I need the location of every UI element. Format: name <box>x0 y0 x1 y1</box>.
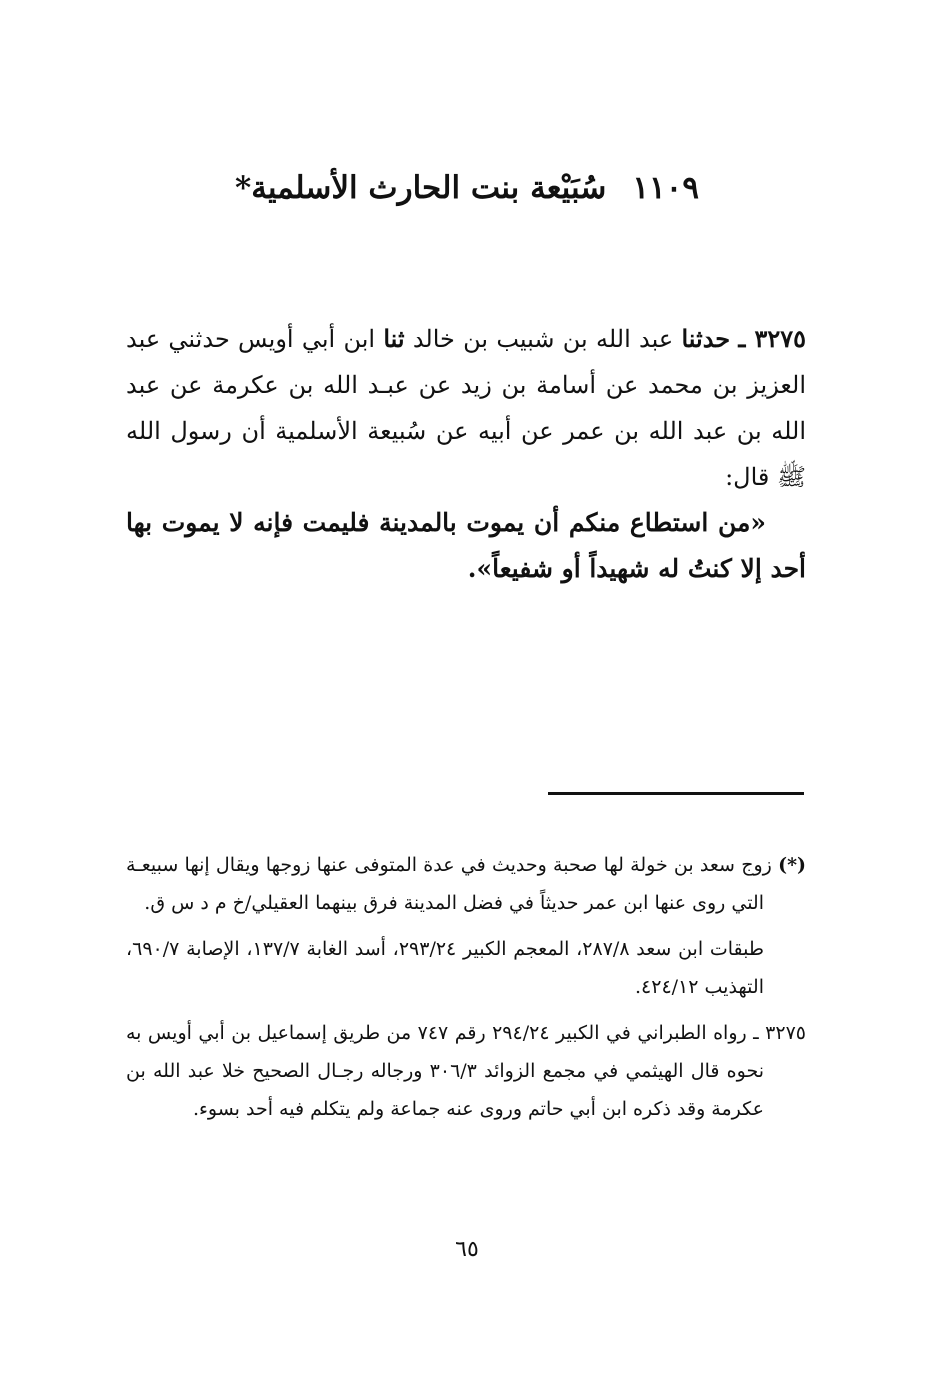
footnote-separator <box>548 792 804 795</box>
isnad-part-1: عبد الله بن شبيب بن خالد <box>412 325 674 353</box>
thana-word: ثنا <box>383 324 405 353</box>
footnote-sources: طبقات ابن سعد ٢٨٧/٨، المعجم الكبير ٢٩٣/٢٤، أسد الغابة ١٣٧/٧، الإصابة ٦٩٠/٧، التهذيب ٤٢٤/١٢. <box>126 938 765 998</box>
page-number: ٦٥ <box>455 1237 479 1262</box>
hadith-matn: «من استطاع منكم أن يموت بالمدينة فليمت فإنه لا يموت بها أحد إلا كنتُ له شهيداً أو شفيعاً». <box>126 508 806 583</box>
footnote-biography <box>126 846 806 922</box>
chapter-heading <box>130 160 804 216</box>
hadith-isnad <box>126 316 806 500</box>
footnote-marker: (*) <box>778 854 807 876</box>
footnote-biography-text: زوج سعد بن خولة لها صحبة وحديث في عدة المتوفى عنها زوجها ويقال إنها سبيعـة التي روى عنها ابن عمر حديثاً في فضل المدينة فرق بينهما العقيلي/خ م د س ق. <box>126 854 772 914</box>
chapter-number: ١١٠٩ <box>632 170 699 206</box>
footnotes <box>126 846 806 1136</box>
footnote-takhrij-number: ٣٢٧٥ ـ <box>753 1022 806 1044</box>
haddathana-word: حدثنا <box>681 324 731 353</box>
chapter-title: سُبَيْعة بنت الحارث الأسلمية* <box>235 170 607 206</box>
hadith-block <box>126 316 806 592</box>
footnote-takhrij <box>126 1014 806 1128</box>
footnote-takhrij-text: رواه الطبراني في الكبير ٢٩٤/٢٤ رقم ٧٤٧ من طريق إسماعيل بن أبي أويس به نحوه قال الهيثمي في مجمع الزوائد ٣٠٦/٣ ورجاله رجـال الصحيح خلا عبد الله بن عكرمة وقد ذكره ابن أبي حاتم وروى عنه جماعة ولم يتكلم فيه أحد بسوء. <box>126 1022 764 1120</box>
isnad-part-2: ابن أبي أويس حدثني عبد العزيز بن محمد عن أسامة بن زيد عن عبـد الله بن عكرمة عن عبد الله بن عبد الله بن عمر عن أبيه عن سُبيعة الأسلمية أن رسول الله ﷺ قال: <box>126 325 806 491</box>
hadith-number: ٣٢٧٥ ـ <box>738 324 806 353</box>
